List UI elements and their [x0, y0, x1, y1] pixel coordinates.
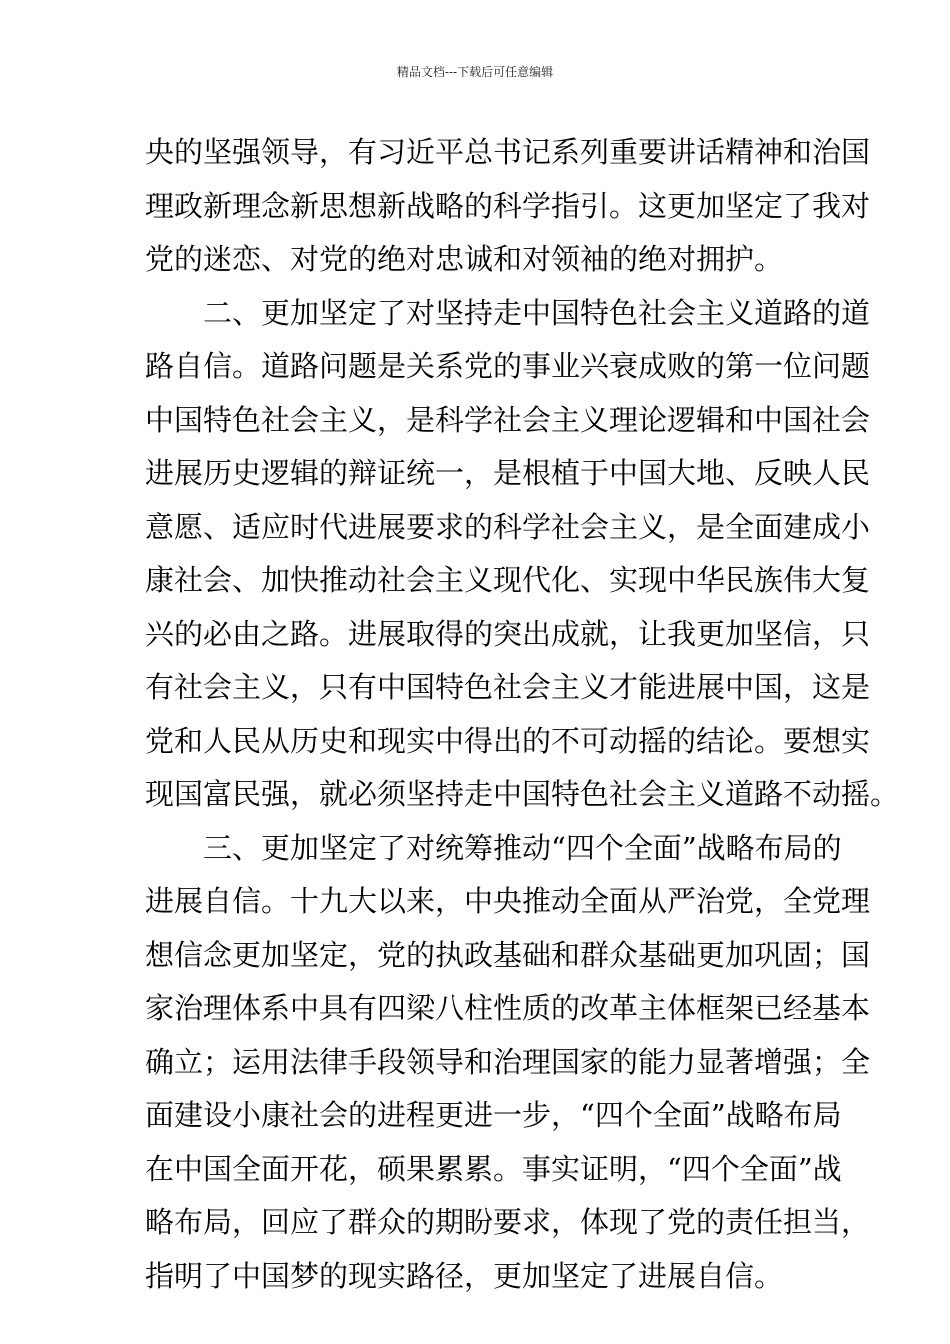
text-line: 有社会主义，只有中国特色社会主义才能进展中国，这是	[145, 670, 871, 704]
text-line: 兴的必由之路。进展取得的突出成就，让我更加坚信，只	[145, 616, 871, 651]
page-header: 精品文档---下载后可任意编辑	[396, 65, 554, 79]
text-line: 党的迷恋、对党的绝对忠诚和对领袖的绝对拥护。	[145, 242, 784, 276]
text-line: 进展历史逻辑的辩证统一，是根植于中国大地、反映人民	[145, 456, 871, 490]
paragraph-2	[145, 287, 900, 822]
document-body	[145, 126, 900, 1303]
text-line: 中国特色社会主义，是科学社会主义理论逻辑和中国社会	[145, 402, 871, 437]
text-line: 想信念更加坚定，党的执政基础和群众基础更加巩固；国	[145, 937, 871, 972]
text-line: 路自信。道路问题是关系党的事业兴衰成败的第一位问题	[145, 349, 871, 383]
text-line: 家治理体系中具有四梁八柱性质的改革主体框架已经基本	[145, 991, 871, 1025]
text-line: 面建设小康社会的进程更进一步，“四个全面”战略布局	[145, 1098, 842, 1132]
text-line: 确立；运用法律手段领导和治理国家的能力显著增强；全	[145, 1044, 871, 1079]
text-line: 在中国全面开花，硕果累累。事实证明，“四个全面”战	[145, 1151, 842, 1186]
paragraph-3	[145, 822, 871, 1304]
text-line: 央的坚强领导，有习近平总书记系列重要讲话精神和治国	[145, 135, 871, 169]
text-line: 二、更加坚定了对坚持走中国特色社会主义道路的道	[203, 295, 871, 330]
text-line: 三、更加坚定了对统筹推动“四个全面”战略布局的	[203, 830, 842, 865]
text-line: 理政新理念新思想新战略的科学指引。这更加坚定了我对	[145, 188, 871, 223]
text-line: 意愿、适应时代进展要求的科学社会主义，是全面建成小	[145, 509, 871, 544]
text-line: 进展自信。十九大以来，中央推动全面从严治党，全党理	[145, 884, 871, 918]
text-line: 现国富民强，就必须坚持走中国特色社会主义道路不动摇。	[145, 777, 900, 811]
text-line: 党和人民从历史和现实中得出的不可动摇的结论。要想实	[145, 723, 871, 758]
text-line: 略布局，回应了群众的期盼要求，体现了党的责任担当，	[145, 1205, 871, 1239]
text-line: 康社会、加快推动社会主义现代化、实现中华民族伟大复	[145, 563, 871, 597]
paragraph-1	[145, 126, 871, 287]
text-line: 指明了中国梦的现实路径，更加坚定了进展自信。	[145, 1258, 784, 1293]
